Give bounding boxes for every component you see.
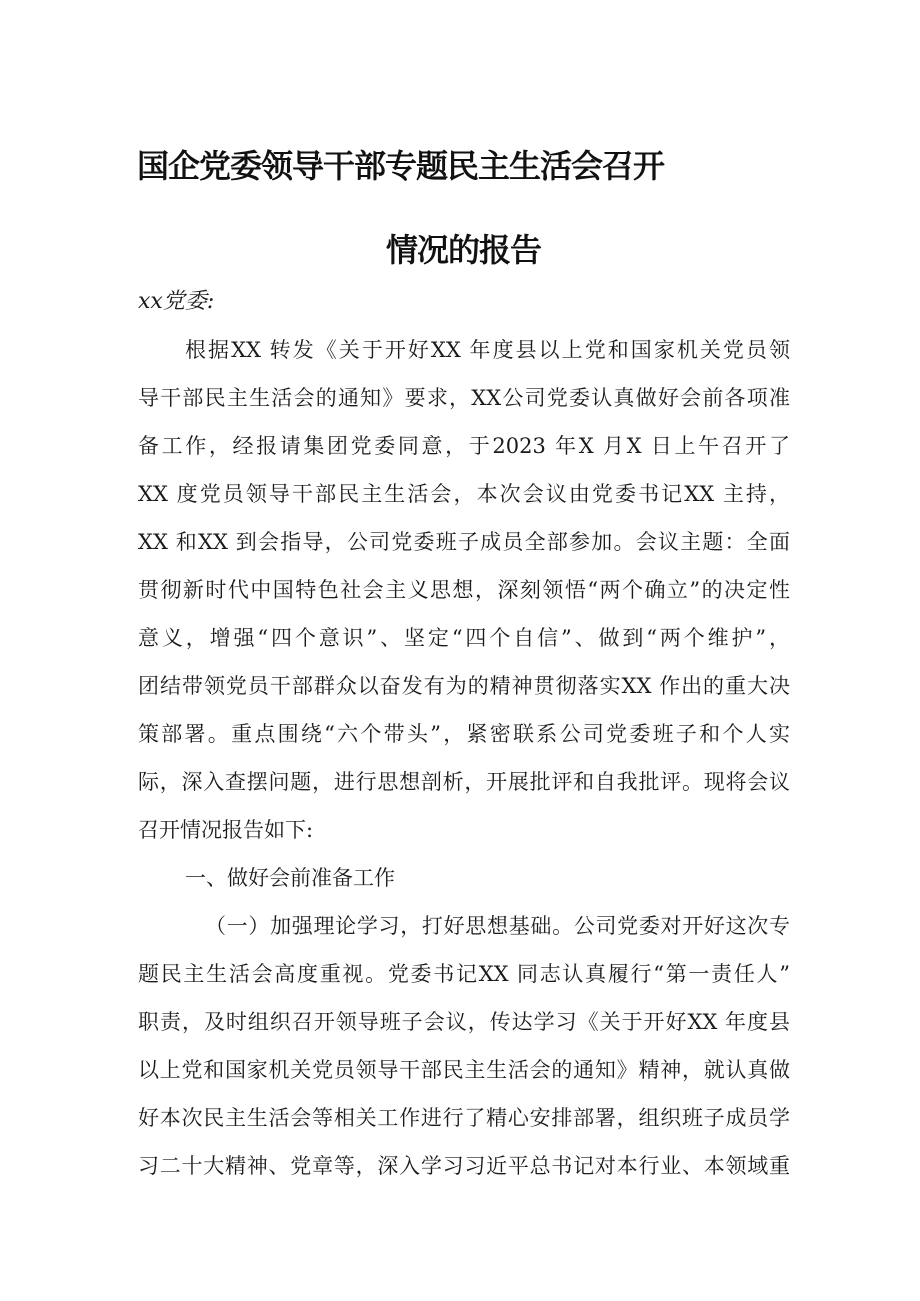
body-line: 意义，增强“四个意识”、坚定“四个自信”、做到“两个维护”，	[138, 626, 790, 650]
body-line: 际，深入查摆问题，进行思想剖析，开展批评和自我批评。现将会议	[138, 770, 790, 794]
subsection-line: 好本次民主生活会等相关工作进行了精心安排部署，组织班子成员学	[138, 1106, 790, 1130]
body-line: 团结带领党员干部群众以奋发有为的精神贯彻落实XX 作出的重大决	[138, 674, 790, 698]
body-line: XX 度党员领导干部民主生活会，本次会议由党委书记XX 主持，	[138, 482, 790, 506]
document-title-line-2: 情况的报告	[386, 231, 542, 269]
subsection-line: （一）加强理论学习，打好思想基础。公司党委对开好这次专	[205, 914, 790, 938]
body-line: 召开情况报告如下:	[138, 818, 314, 842]
subsection-line: 以上党和国家机关党员领导干部民主生活会的通知》精神，就认真做	[138, 1058, 790, 1082]
body-line: 策部署。重点围绕“六个带头”，紧密联系公司党委班子和个人实	[138, 722, 790, 746]
subsection-line: 习二十大精神、党章等，深入学习习近平总书记对本行业、本领域重	[138, 1154, 790, 1178]
body-line: 备工作，经报请集团党委同意，于2023 年X 月X 日上午召开了	[138, 434, 790, 458]
section-heading: 一、做好会前准备工作	[185, 866, 395, 890]
document-title-line-1: 国企党委领导干部专题民主生活会召开	[137, 147, 665, 185]
body-line: 贯彻新时代中国特色社会主义思想，深刻领悟“两个确立”的决定性	[138, 578, 790, 602]
body-line: 导干部民主生活会的通知》要求，XX公司党委认真做好会前各项准	[138, 386, 790, 410]
body-line: 根据XX 转发《关于开好XX 年度县以上党和国家机关党员领	[185, 338, 790, 362]
subsection-line: 题民主生活会高度重视。党委书记XX 同志认真履行“第一责任人”	[138, 962, 790, 986]
subsection-line: 职责，及时组织召开领导班子会议，传达学习《关于开好XX 年度县	[138, 1010, 790, 1034]
body-line: XX 和XX 到会指导，公司党委班子成员全部参加。会议主题：全面	[138, 530, 790, 554]
salutation: xx党委:	[138, 289, 215, 314]
